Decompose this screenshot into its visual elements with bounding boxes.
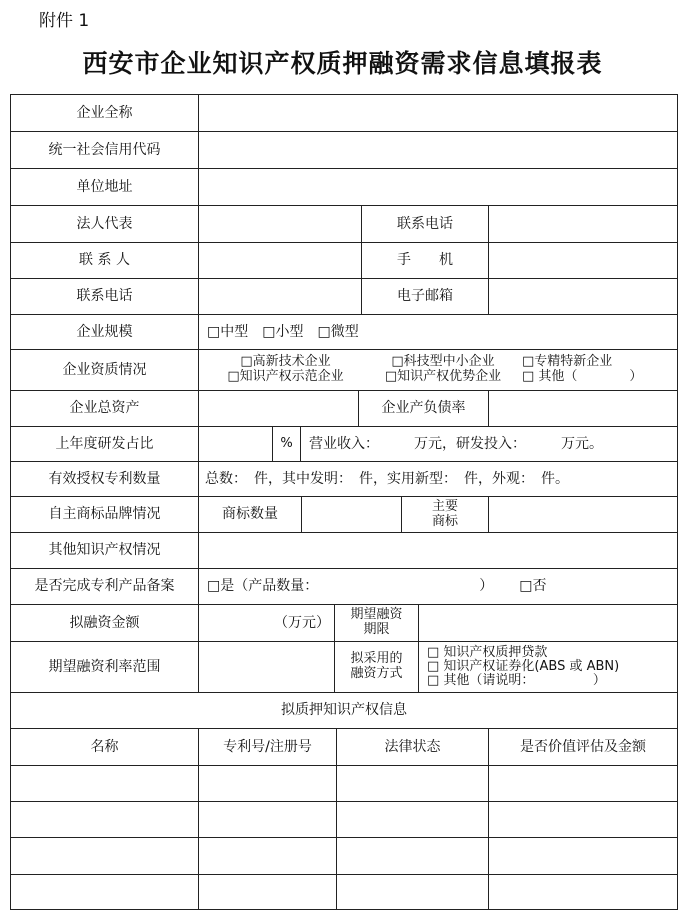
table-cell[interactable] (199, 766, 337, 802)
table-cell[interactable] (199, 875, 337, 909)
term-line2: 期限 (363, 622, 390, 637)
col-name-header: 名称 (11, 729, 199, 766)
main-trademark-field[interactable] (489, 497, 677, 533)
filing-options (199, 569, 677, 605)
mobile-field[interactable] (489, 243, 677, 279)
qual-ip-demo-checkbox[interactable]: □知识产权示范企业 (227, 369, 344, 384)
contact-phone2-label: 联系电话 (11, 279, 199, 315)
method-label (335, 642, 419, 693)
qual-tech-sme-checkbox[interactable]: □科技型中小企业 (391, 354, 495, 370)
rate-field[interactable] (199, 642, 335, 693)
table-cell[interactable] (11, 802, 199, 838)
main-trademark-line1: 主要 (431, 498, 458, 514)
legal-rep-field[interactable] (199, 206, 362, 243)
scale-micro-checkbox[interactable]: □微型 (317, 323, 359, 340)
patents-label: 有效授权专利数量 (11, 462, 199, 497)
debt-ratio-label: 企业产负债率 (359, 391, 489, 427)
qualification-options (199, 350, 677, 391)
company-name-label: 企业全称 (11, 95, 199, 132)
main-trademark-label (402, 497, 489, 533)
table-cell[interactable] (337, 875, 489, 909)
table-cell[interactable] (337, 838, 489, 875)
scale-options (199, 315, 677, 350)
mobile-label: 手 机 (362, 243, 489, 279)
attachment-label: 附件 1 (39, 11, 90, 31)
address-label: 单位地址 (11, 169, 199, 206)
rd-ratio-field[interactable] (199, 427, 273, 462)
table-cell[interactable] (337, 766, 489, 802)
credit-code-label: 统一社会信用代码 (11, 132, 199, 169)
application-form (10, 94, 678, 910)
table-cell[interactable] (489, 766, 677, 802)
filing-yes-checkbox[interactable]: □是（产品数量： ） (207, 578, 494, 595)
table-cell[interactable] (489, 875, 677, 909)
term-field[interactable] (419, 605, 677, 642)
page-title: 西安市企业知识产权质押融资需求信息填报表 (82, 49, 603, 78)
other-ip-label: 其他知识产权情况 (11, 533, 199, 569)
col-valuation-header: 是否价值评估及金额 (489, 729, 677, 766)
revenue-rd-text[interactable]: 营业收入： 万元，研发投入： 万元。 (301, 427, 677, 462)
trademark-count-label: 商标数量 (199, 497, 302, 533)
method-other-checkbox[interactable]: □ 其他（请说明： ） (427, 673, 606, 689)
qual-ip-advantage-checkbox[interactable]: □知识产权优势企业 (384, 369, 502, 384)
method-line1: 拟采用的 (350, 651, 403, 667)
scale-label: 企业规模 (11, 315, 199, 350)
filing-label: 是否完成专利产品备案 (11, 569, 199, 605)
contact-person-field[interactable] (199, 243, 362, 279)
method-securitization-checkbox[interactable]: □ 知识产权证券化(ABS 或 ABN) (427, 658, 620, 674)
amount-field[interactable] (199, 605, 335, 642)
other-ip-field[interactable] (199, 533, 677, 569)
address-field[interactable] (199, 169, 677, 206)
qual-high-tech-checkbox[interactable]: □高新技术企业 (240, 354, 331, 370)
email-label: 电子邮箱 (362, 279, 489, 315)
total-assets-field[interactable] (199, 391, 359, 427)
scale-small-checkbox[interactable]: □小型 (262, 323, 304, 340)
brand-label: 自主商标品牌情况 (11, 497, 199, 533)
contact-phone2-field[interactable] (199, 279, 362, 315)
main-trademark-line2: 商标 (431, 513, 458, 529)
contact-phone-field[interactable] (489, 206, 677, 243)
table-cell[interactable] (199, 802, 337, 838)
filing-no-checkbox[interactable]: □否 (519, 578, 547, 595)
table-cell[interactable] (11, 875, 199, 909)
total-assets-label: 企业总资产 (11, 391, 199, 427)
term-line1: 期望融资 (350, 607, 403, 623)
scale-medium-checkbox[interactable]: □中型 (207, 323, 249, 340)
percent-sign: % (273, 427, 301, 462)
patents-count-text[interactable]: 总数： 件，其中发明： 件，实用新型： 件，外观： 件。 (199, 462, 677, 497)
trademark-count-field[interactable] (302, 497, 402, 533)
table-cell[interactable] (11, 838, 199, 875)
contact-phone-label: 联系电话 (362, 206, 489, 243)
credit-code-field[interactable] (199, 132, 677, 169)
rd-ratio-label: 上年度研发占比 (11, 427, 199, 462)
amount-unit: （万元） (274, 614, 330, 631)
col-status-header: 法律状态 (337, 729, 489, 766)
table-cell[interactable] (489, 802, 677, 838)
company-name-field[interactable] (199, 95, 677, 132)
rate-label: 期望融资利率范围 (11, 642, 199, 693)
table-cell[interactable] (337, 802, 489, 838)
table-cell[interactable] (11, 766, 199, 802)
qualification-label: 企业资质情况 (11, 350, 199, 391)
method-line2: 融资方式 (350, 666, 403, 681)
pledge-info-heading: 拟质押知识产权信息 (11, 693, 677, 729)
debt-ratio-field[interactable] (489, 391, 677, 427)
legal-rep-label: 法人代表 (11, 206, 199, 243)
col-patent-no-header: 专利号/注册号 (199, 729, 337, 766)
amount-label: 拟融资金额 (11, 605, 199, 642)
term-label (335, 605, 419, 642)
qual-other-checkbox[interactable]: □ 其他（ ） (522, 369, 643, 384)
table-cell[interactable] (489, 838, 677, 875)
table-cell[interactable] (199, 838, 337, 875)
email-field[interactable] (489, 279, 677, 315)
method-options (419, 642, 677, 693)
contact-person-label: 联 系 人 (11, 243, 199, 279)
method-pledge-loan-checkbox[interactable]: □ 知识产权质押贷款 (427, 644, 548, 660)
qual-specialized-checkbox[interactable]: □专精特新企业 (522, 354, 613, 370)
